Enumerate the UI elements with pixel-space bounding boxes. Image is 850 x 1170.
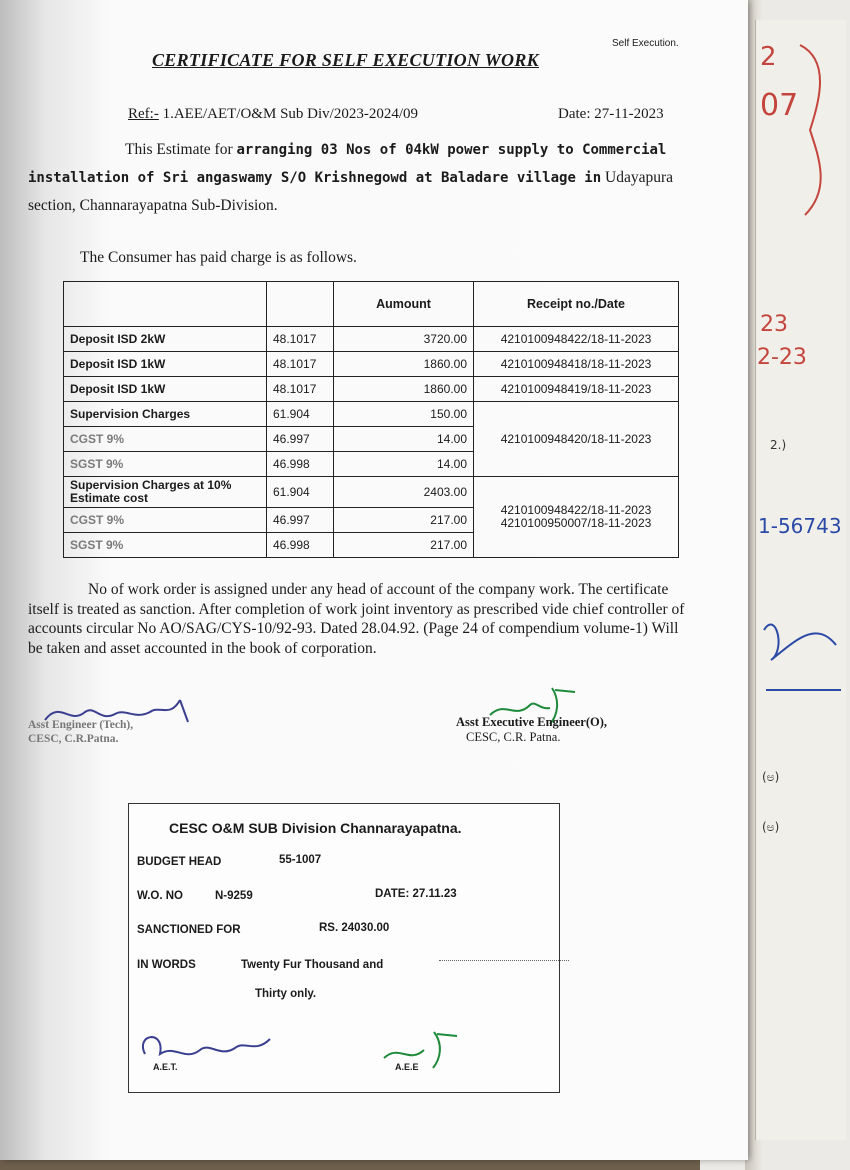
right-signatory <box>456 715 607 745</box>
row-rate: 46.998 <box>267 533 334 558</box>
col-header-amount: Aumount <box>334 282 474 327</box>
table-row <box>64 352 679 377</box>
aee-label: A.E.E <box>395 1062 419 1072</box>
row-item: Deposit ISD 2kW <box>64 327 267 352</box>
table-header-row <box>64 282 679 327</box>
ref-value: 1.AEE/AET/O&M Sub Div/2023-2024/09 <box>162 106 418 122</box>
intro-part1: This Estimate for <box>125 141 237 158</box>
intro-part2: Udayapura section, Channarayapatna Sub-Division. <box>28 169 674 214</box>
words-dotted-line <box>439 960 569 961</box>
self-execution-tag: Self Execution. <box>612 38 679 49</box>
group-receipt-2a: 4210100948422/18-11-2023 <box>500 503 652 517</box>
row-rate: 61.904 <box>267 402 334 427</box>
side-note-1: 2 <box>760 42 777 72</box>
row-receipt: 4210100948418/18-11-2023 <box>474 352 679 377</box>
col-header-item <box>64 282 267 327</box>
stamp-date: DATE: 27.11.23 <box>375 888 457 900</box>
row-amount: 1860.00 <box>334 377 474 402</box>
side-note-4: 2-23 <box>757 345 807 370</box>
row-rate: 46.997 <box>267 508 334 533</box>
right-signatory-org: CESC, C.R. Patna. <box>466 730 561 744</box>
row-rate: 46.998 <box>267 452 334 477</box>
table-row <box>64 477 679 508</box>
intro-bold: arranging 03 Nos of 04kW power supply to Commercial installation of Sri angaswamy S/O Krishnegowd at Baladare village in <box>28 142 667 186</box>
left-signatory <box>28 718 133 746</box>
red-bracket-mark <box>790 40 850 220</box>
stamp-heading: CESC O&M SUB Division Channarayapatna. <box>169 820 462 836</box>
row-rate: 48.1017 <box>267 377 334 402</box>
intro-paragraph <box>28 136 688 219</box>
row-amount: 3720.00 <box>334 327 474 352</box>
sanction-text: No of work order is assigned under any head of account of the company work. The certificate itself is treated as sanction. After completion of work joint inventory as prescribed vide chief controller of accounts circular No AO/SAG/CYS-10/92-93. Dated 28.04.92. (Page 24 of compendium volume-1) Will be taken and asset accounted in the book of corporation. <box>28 581 685 657</box>
row-item: Deposit ISD 1kW <box>64 377 267 402</box>
row-receipt: 4210100948419/18-11-2023 <box>474 377 679 402</box>
blue-scribble-mark <box>756 600 846 720</box>
row-rate: 61.904 <box>267 477 334 508</box>
ref-label: Ref:- <box>128 106 159 122</box>
right-signatory-title: Asst Executive Engineer(O), <box>456 715 608 729</box>
left-signatory-org: CESC, C.R.Patna. <box>28 733 119 745</box>
row-rate: 48.1017 <box>267 352 334 377</box>
left-signatory-title: Asst Engineer (Tech), <box>28 719 134 731</box>
table-row <box>64 327 679 352</box>
sanctioned-amount: RS. 24030.00 <box>319 922 390 934</box>
group-receipt-2 <box>474 477 679 558</box>
table-row <box>64 377 679 402</box>
aee-stamp-signature <box>379 1026 469 1074</box>
row-amount: 14.00 <box>334 452 474 477</box>
side-note-2: 07 <box>760 88 799 123</box>
row-item: Supervision Charges <box>64 402 267 427</box>
row-item: Deposit ISD 1kW <box>64 352 267 377</box>
side-note-5: 1-56743 <box>758 514 842 538</box>
side-note-7: (ಅ) <box>762 770 780 784</box>
row-item: CGST 9% <box>64 508 267 533</box>
budget-head-value: 55-1007 <box>279 854 322 866</box>
aet-label: A.E.T. <box>153 1062 178 1072</box>
col-header-rate <box>267 282 334 327</box>
row-amount: 2403.00 <box>334 477 474 508</box>
row-amount: 14.00 <box>334 427 474 452</box>
row-rate: 46.997 <box>267 427 334 452</box>
sanction-stamp <box>128 803 560 1093</box>
page-title: CERTIFICATE FOR SELF EXECUTION WORK <box>152 50 539 70</box>
reference-line <box>128 106 418 123</box>
side-note-3: 23 <box>760 312 788 337</box>
charges-table <box>63 281 679 558</box>
row-item: SGST 9% <box>64 452 267 477</box>
side-note-8: (ಅ) <box>762 820 780 834</box>
row-amount: 217.00 <box>334 533 474 558</box>
wo-label: W.O. NO <box>137 890 183 902</box>
row-amount: 217.00 <box>334 508 474 533</box>
row-amount: 1860.00 <box>334 352 474 377</box>
row-item: CGST 9% <box>64 427 267 452</box>
sanctioned-for-label: SANCTIONED FOR <box>137 924 241 936</box>
document-date: Date: 27-11-2023 <box>558 106 664 122</box>
consumer-line: The Consumer has paid charge is as follows. <box>80 249 357 266</box>
row-amount: 150.00 <box>334 402 474 427</box>
row-rate: 48.1017 <box>267 327 334 352</box>
in-words-value-2: Thirty only. <box>255 988 317 1000</box>
row-item: SGST 9% <box>64 533 267 558</box>
in-words-label: IN WORDS <box>137 959 196 971</box>
wo-value: N-9259 <box>215 890 253 902</box>
in-words-value-1: Twenty Fur Thousand and <box>241 959 384 971</box>
side-note-6: 2.) <box>770 438 787 452</box>
table-row <box>64 402 679 427</box>
sanction-paragraph <box>28 580 688 658</box>
row-receipt: 4210100948422/18-11-2023 <box>474 327 679 352</box>
budget-head-label: BUDGET HEAD <box>137 856 222 868</box>
group-receipt-1: 4210100948420/18-11-2023 <box>474 402 679 477</box>
group-receipt-2b: 4210100950007/18-11-2023 <box>500 516 652 530</box>
col-header-receipt: Receipt no./Date <box>474 282 679 327</box>
row-item: Supervision Charges at 10% Estimate cost <box>64 477 267 508</box>
